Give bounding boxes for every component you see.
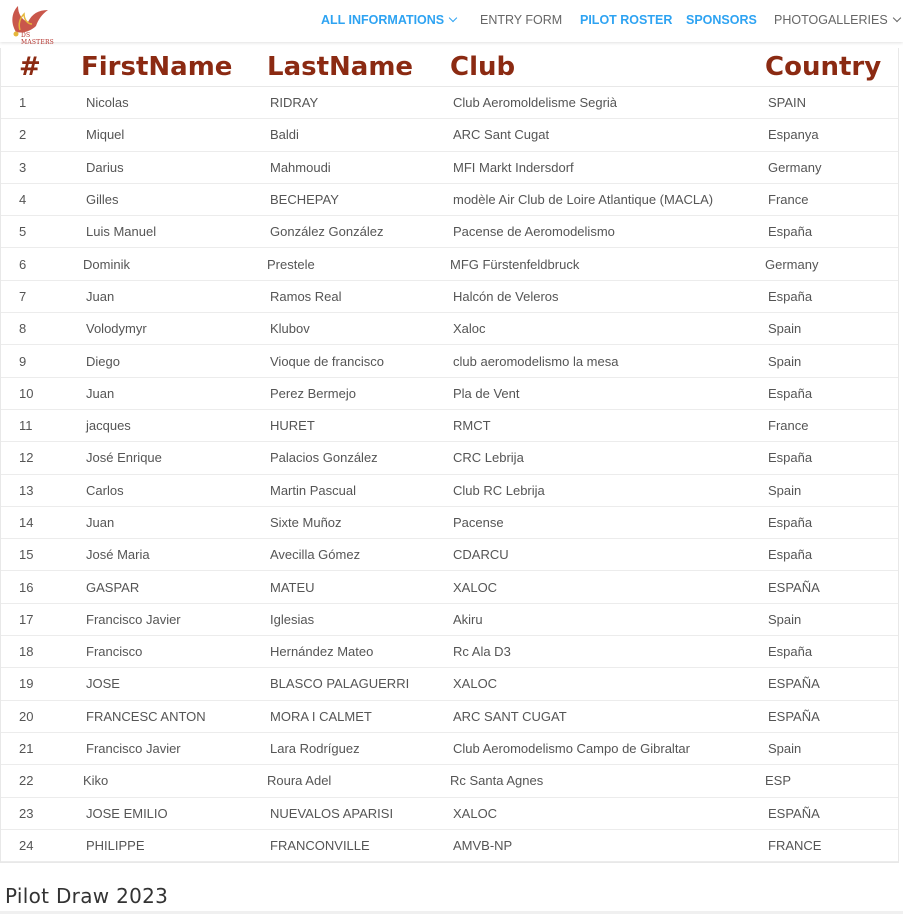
header-club: Club: [450, 48, 765, 87]
cell-number: 15: [19, 547, 34, 563]
cell-number: 1: [19, 95, 27, 111]
cell-lastname: Mahmoudi: [267, 151, 450, 183]
chevron-down-icon: [892, 14, 900, 22]
cell-firstname: PHILIPPE: [86, 837, 145, 853]
cell-country: España: [765, 539, 898, 571]
cell-firstname: Francisco: [86, 644, 143, 660]
cell-number-firstname: [1, 345, 267, 377]
table-row: [1, 216, 898, 248]
table-row: [1, 700, 898, 732]
table-row: [1, 313, 898, 345]
cell-club: ARC Sant Cugat: [450, 119, 765, 151]
cell-firstname: Luis Manuel: [86, 224, 157, 240]
header-lastname: LastName: [267, 48, 450, 87]
cell-club: Club RC Lebrija: [450, 474, 765, 506]
cell-number: 17: [19, 611, 34, 627]
cell-country: Espanya: [765, 119, 898, 151]
table-row: [1, 345, 898, 377]
cell-country: ESP: [765, 765, 898, 797]
cell-number-firstname: [1, 571, 267, 603]
cell-firstname: Nicolas: [86, 95, 129, 111]
table-row: [1, 474, 898, 506]
cell-lastname: Perez Bermejo: [267, 377, 450, 409]
cell-country: Spain: [765, 474, 898, 506]
cell-lastname: Martin Pascual: [267, 474, 450, 506]
cell-country: España: [765, 377, 898, 409]
cell-club: XALOC: [450, 668, 765, 700]
cell-lastname: Klubov: [267, 313, 450, 345]
cell-number: 2: [19, 127, 27, 143]
cell-lastname: MATEU: [267, 571, 450, 603]
header-country: Country: [765, 48, 898, 87]
table-row: [1, 732, 898, 764]
cell-number-firstname: [1, 409, 267, 441]
cell-firstname: Juan: [86, 385, 115, 401]
cell-number-firstname: [1, 474, 267, 506]
section-title: Pilot Draw 2023: [5, 884, 169, 908]
table-row: [1, 183, 898, 215]
cell-country: ESPAÑA: [765, 797, 898, 829]
cell-lastname: González González: [267, 216, 450, 248]
table-row: [1, 829, 898, 861]
cell-country: Spain: [765, 345, 898, 377]
cell-number: 6: [19, 256, 27, 272]
cell-lastname: MORA I CALMET: [267, 700, 450, 732]
table-header-row: [1, 48, 898, 87]
table-row: [1, 765, 898, 797]
cell-club: Club Aeromodelismo Campo de Gibraltar: [450, 732, 765, 764]
cell-number: 4: [19, 192, 27, 208]
header-firstname: FirstName: [81, 52, 233, 82]
cell-country: ESPAÑA: [765, 668, 898, 700]
cell-number: 18: [19, 644, 34, 660]
cell-number-firstname: [1, 313, 267, 345]
nav-label: ALL INFORMATIONS: [321, 13, 445, 27]
cell-lastname: BECHEPAY: [267, 183, 450, 215]
nav-label: SPONSORS: [686, 13, 757, 27]
logo-text: DS MASTERS: [21, 32, 54, 46]
cell-lastname: Baldi: [267, 119, 450, 151]
cell-country: Spain: [765, 603, 898, 635]
cell-number-firstname: [1, 87, 267, 119]
cell-number-firstname: [1, 636, 267, 668]
cell-number: 23: [19, 805, 34, 821]
table-row: [1, 603, 898, 635]
nav-photogalleries[interactable]: [774, 13, 900, 27]
cell-firstname: José Enrique: [86, 450, 162, 466]
cell-number-firstname: [1, 829, 267, 861]
site-header: [0, 0, 903, 46]
cell-country: España: [765, 442, 898, 474]
cell-number: 7: [19, 288, 27, 304]
cell-number: 19: [19, 676, 34, 692]
cell-firstname: JOSE EMILIO: [86, 805, 168, 821]
cell-club: CDARCU: [450, 539, 765, 571]
header-number: #: [19, 52, 41, 82]
cell-lastname: Roura Adel: [267, 765, 450, 797]
cell-number: 5: [19, 224, 27, 240]
cell-number: 24: [19, 837, 34, 853]
cell-lastname: BLASCO PALAGUERRI: [267, 668, 450, 700]
cell-country: France: [765, 183, 898, 215]
cell-firstname: Dominik: [83, 256, 130, 272]
cell-number-firstname: [1, 765, 267, 797]
cell-number: 20: [19, 708, 34, 724]
cell-number-firstname: [1, 377, 267, 409]
table-row: [1, 87, 898, 119]
nav-all-informations[interactable]: [321, 13, 456, 27]
cell-number-firstname: [1, 700, 267, 732]
cell-country: ESPAÑA: [765, 700, 898, 732]
cell-firstname: Carlos: [86, 482, 124, 498]
nav-label: PHOTOGALLERIES: [774, 13, 888, 27]
cell-firstname: Gilles: [86, 192, 119, 208]
cell-club: AMVB-NP: [450, 829, 765, 861]
nav-sponsors[interactable]: [686, 13, 757, 27]
cell-firstname: JOSE: [86, 676, 120, 692]
table-body: [1, 87, 898, 862]
cell-number: 3: [19, 159, 27, 175]
cell-number: 12: [19, 450, 34, 466]
cell-country: España: [765, 506, 898, 538]
cell-club: Halcón de Veleros: [450, 280, 765, 312]
cell-country: Spain: [765, 732, 898, 764]
cell-club: Rc Santa Agnes: [450, 765, 765, 797]
cell-firstname: Juan: [86, 288, 115, 304]
cell-number-firstname: [1, 248, 267, 280]
table-row: [1, 280, 898, 312]
cell-club: CRC Lebrija: [450, 442, 765, 474]
cell-firstname: Volodymyr: [86, 321, 147, 337]
cell-lastname: Vioque de francisco: [267, 345, 450, 377]
table-row: [1, 248, 898, 280]
cell-lastname: Iglesias: [267, 603, 450, 635]
cell-country: Germany: [765, 151, 898, 183]
nav-label: PILOT ROSTER: [580, 13, 673, 27]
cell-number-firstname: [1, 151, 267, 183]
nav-entry-form[interactable]: [480, 13, 562, 27]
cell-number-firstname: [1, 603, 267, 635]
cell-number: 11: [19, 418, 33, 434]
table-row: [1, 797, 898, 829]
cell-lastname: Ramos Real: [267, 280, 450, 312]
nav-label: ENTRY FORM: [480, 13, 563, 27]
cell-country: España: [765, 216, 898, 248]
cell-lastname: Prestele: [267, 248, 450, 280]
table-row: [1, 571, 898, 603]
cell-lastname: NUEVALOS APARISI: [267, 797, 450, 829]
cell-lastname: Avecilla Gómez: [267, 539, 450, 571]
cell-club: Club Aeromoldelisme Segrià: [450, 87, 765, 119]
cell-country: ESPAÑA: [765, 571, 898, 603]
cell-firstname: FRANCESC ANTON: [86, 708, 206, 724]
cell-number: 16: [19, 579, 34, 595]
cell-country: SPAIN: [765, 87, 898, 119]
chevron-down-icon: [449, 14, 457, 22]
cell-lastname: RIDRAY: [267, 87, 450, 119]
cell-number-firstname: [1, 119, 267, 151]
cell-lastname: Sixte Muñoz: [267, 506, 450, 538]
cell-country: España: [765, 280, 898, 312]
cell-country: FRANCE: [765, 829, 898, 861]
table-row: [1, 442, 898, 474]
cell-number: 13: [19, 482, 34, 498]
cell-number-firstname: [1, 442, 267, 474]
cell-club: Pacense de Aeromodelismo: [450, 216, 765, 248]
table-row: [1, 409, 898, 441]
cell-country: Spain: [765, 313, 898, 345]
cell-country: Germany: [765, 248, 898, 280]
logo[interactable]: [6, 2, 60, 46]
cell-club: Pla de Vent: [450, 377, 765, 409]
cell-number: 8: [19, 321, 27, 337]
table-row: [1, 506, 898, 538]
cell-firstname: Francisco Javier: [86, 611, 181, 627]
cell-firstname: Kiko: [83, 773, 109, 789]
cell-firstname: José Maria: [86, 547, 150, 563]
cell-number-firstname: [1, 797, 267, 829]
cell-number: 10: [19, 385, 34, 401]
cell-lastname: HURET: [267, 409, 450, 441]
cell-firstname: Juan: [86, 515, 115, 530]
cell-firstname: Darius: [86, 159, 124, 175]
cell-club: MFG Fürstenfeldbruck: [450, 248, 765, 280]
cell-club: Akiru: [450, 603, 765, 635]
table-row: [1, 668, 898, 700]
cell-number-firstname: [1, 506, 267, 538]
cell-number-firstname: [1, 183, 267, 215]
table-row: [1, 151, 898, 183]
cell-club: XALOC: [450, 797, 765, 829]
cell-number-firstname: [1, 668, 267, 700]
pilot-roster-table: [1, 48, 898, 862]
cell-firstname: Diego: [86, 353, 120, 369]
table-row: [1, 636, 898, 668]
cell-number-firstname: [1, 216, 267, 248]
cell-lastname: Lara Rodríguez: [267, 732, 450, 764]
cell-club: ARC SANT CUGAT: [450, 700, 765, 732]
cell-firstname: GASPAR: [86, 579, 140, 595]
cell-club: RMCT: [450, 409, 765, 441]
cell-number-firstname: [1, 539, 267, 571]
cell-lastname: Hernández Mateo: [267, 636, 450, 668]
cell-number: 21: [19, 741, 34, 757]
cell-firstname: Miquel: [86, 127, 125, 143]
cell-number-firstname: [1, 732, 267, 764]
cell-country: España: [765, 636, 898, 668]
table-row: [1, 377, 898, 409]
cell-lastname: FRANCONVILLE: [267, 829, 450, 861]
cell-number-firstname: [1, 280, 267, 312]
cell-club: Rc Ala D3: [450, 636, 765, 668]
cell-country: France: [765, 409, 898, 441]
table-row: [1, 539, 898, 571]
cell-club: Pacense: [450, 506, 765, 538]
cell-club: Xaloc: [450, 313, 765, 345]
cell-number: 9: [19, 353, 27, 369]
pilot-roster-table-container: [0, 48, 899, 863]
cell-club: MFI Markt Indersdorf: [450, 151, 765, 183]
cell-firstname: Francisco Javier: [86, 741, 181, 757]
cell-club: XALOC: [450, 571, 765, 603]
cell-number: 14: [19, 515, 34, 530]
cell-club: modèle Air Club de Loire Atlantique (MACLA): [450, 183, 765, 215]
cell-lastname: Palacios González: [267, 442, 450, 474]
cell-number: 22: [19, 773, 34, 789]
header-cell-group: [1, 48, 267, 87]
cell-club: club aeromodelismo la mesa: [450, 345, 765, 377]
table-row: [1, 119, 898, 151]
cell-firstname: jacques: [86, 418, 131, 434]
nav-pilot-roster[interactable]: [580, 13, 672, 27]
